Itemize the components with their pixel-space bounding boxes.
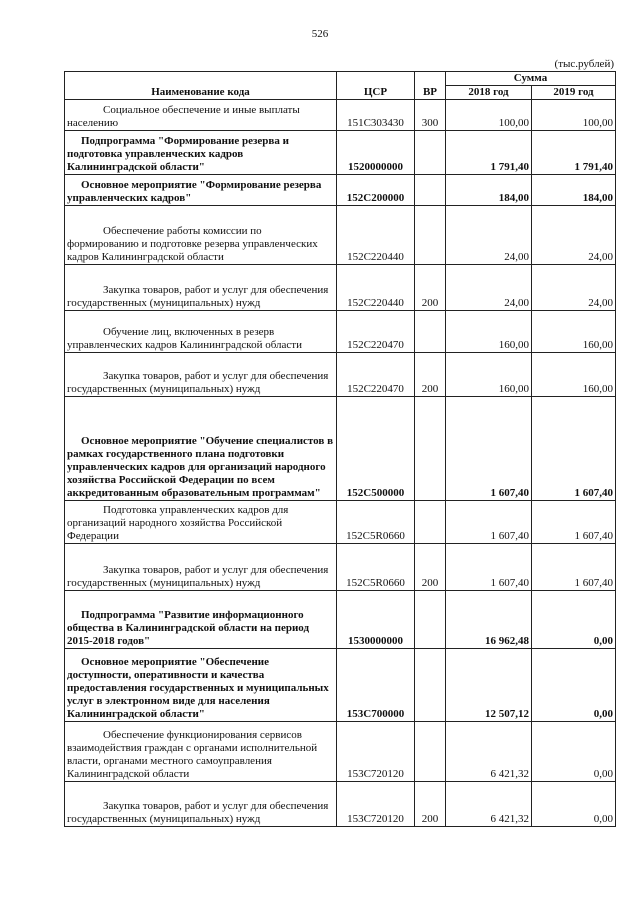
- table-row: [65, 265, 616, 311]
- budget-table: [64, 71, 616, 827]
- table-row: [65, 206, 616, 265]
- row-2019: 160,00: [532, 353, 616, 397]
- row-2019: 100,00: [532, 100, 616, 131]
- table-row: [65, 397, 616, 501]
- row-vr: 200: [415, 782, 446, 827]
- row-2018: 100,00: [446, 100, 532, 131]
- table-row: [65, 311, 616, 353]
- row-name: Подготовка управленческих кадров для организаций народного хозяйства Российской Федерации: [65, 501, 337, 544]
- row-name: Обеспечение работы комиссии по формированию и подготовке резерва управленческих кадров Калининградской области: [65, 206, 337, 265]
- page-number: 526: [311, 28, 329, 40]
- row-2018: 1 607,40: [446, 501, 532, 544]
- row-2019: 0,00: [532, 722, 616, 782]
- row-csr: 153С720120: [337, 722, 415, 782]
- table-row: [65, 175, 616, 206]
- row-2019: 160,00: [532, 311, 616, 353]
- row-name: Основное мероприятие "Обучение специалистов в рамках государственного плана подготовки управленческих кадров для организаций народного хозяйства Российской Федерации по всем аккредитованным образовательным программам": [65, 397, 337, 501]
- row-name: Подпрограмма "Формирование резерва и подготовка управленческих кадров Калининградской области": [65, 131, 337, 175]
- unit-note: (тыс.рублей): [554, 58, 614, 70]
- row-vr: 300: [415, 100, 446, 131]
- row-2018: 6 421,32: [446, 782, 532, 827]
- table-row: [65, 353, 616, 397]
- row-2019: 184,00: [532, 175, 616, 206]
- row-csr: 152С200000: [337, 175, 415, 206]
- row-csr: 152С500000: [337, 397, 415, 501]
- table-row: [65, 649, 616, 722]
- row-vr: [415, 649, 446, 722]
- row-2018: 1 607,40: [446, 397, 532, 501]
- table-row: [65, 591, 616, 649]
- row-2019: 1 607,40: [532, 501, 616, 544]
- row-vr: [415, 131, 446, 175]
- header-name: Наименование кода: [65, 72, 337, 100]
- row-csr: 152С220470: [337, 353, 415, 397]
- row-2018: 6 421,32: [446, 722, 532, 782]
- row-2019: 1 607,40: [532, 397, 616, 501]
- table-row: [65, 782, 616, 827]
- row-name: Обеспечение функционирования сервисов взаимодействия граждан с органами исполнительной власти, органами местного самоуправления Калининградской области: [65, 722, 337, 782]
- row-2018: 184,00: [446, 175, 532, 206]
- row-2019: 1 607,40: [532, 544, 616, 591]
- header-2018: 2018 год: [446, 86, 532, 100]
- row-vr: [415, 722, 446, 782]
- row-vr: [415, 311, 446, 353]
- row-2019: 24,00: [532, 206, 616, 265]
- row-name: Обучение лиц, включенных в резерв управленческих кадров Калининградской области: [65, 311, 337, 353]
- row-name: Социальное обеспечение и иные выплаты населению: [65, 100, 337, 131]
- row-name: Закупка товаров, работ и услуг для обеспечения государственных (муниципальных) нужд: [65, 353, 337, 397]
- row-csr: 152С220440: [337, 206, 415, 265]
- header-vr: ВР: [415, 72, 446, 100]
- row-csr: 152С5R0660: [337, 544, 415, 591]
- row-name: Закупка товаров, работ и услуг для обеспечения государственных (муниципальных) нужд: [65, 265, 337, 311]
- row-name: Закупка товаров, работ и услуг для обеспечения государственных (муниципальных) нужд: [65, 782, 337, 827]
- row-vr: [415, 206, 446, 265]
- row-name: Подпрограмма "Развитие информационного общества в Калининградской области на период 2015-2018 годов": [65, 591, 337, 649]
- row-2019: 0,00: [532, 591, 616, 649]
- row-2019: 1 791,40: [532, 131, 616, 175]
- row-2019: 0,00: [532, 649, 616, 722]
- row-csr: 1530000000: [337, 591, 415, 649]
- row-2018: 24,00: [446, 265, 532, 311]
- table-row: [65, 722, 616, 782]
- row-2018: 1 791,40: [446, 131, 532, 175]
- table-row: [65, 100, 616, 131]
- header-sum: Сумма: [446, 72, 616, 86]
- row-name: Основное мероприятие "Формирование резерва управленческих кадров": [65, 175, 337, 206]
- row-2018: 24,00: [446, 206, 532, 265]
- table-row: [65, 544, 616, 591]
- row-2018: 160,00: [446, 311, 532, 353]
- row-2018: 12 507,12: [446, 649, 532, 722]
- row-csr: 152С220470: [337, 311, 415, 353]
- row-vr: 200: [415, 265, 446, 311]
- table-row: [65, 131, 616, 175]
- row-vr: 200: [415, 353, 446, 397]
- row-name: Основное мероприятие "Обеспечение доступности, оперативности и качества предоставления государственных и муниципальных услуг в электронном виде для населения Калининградской области": [65, 649, 337, 722]
- row-2018: 1 607,40: [446, 544, 532, 591]
- row-vr: [415, 591, 446, 649]
- row-csr: 152С5R0660: [337, 501, 415, 544]
- row-2019: 24,00: [532, 265, 616, 311]
- row-csr: 151С303430: [337, 100, 415, 131]
- header-2019: 2019 год: [532, 86, 616, 100]
- row-2018: 16 962,48: [446, 591, 532, 649]
- row-vr: 200: [415, 544, 446, 591]
- row-csr: 1520000000: [337, 131, 415, 175]
- table-row: [65, 501, 616, 544]
- row-vr: [415, 175, 446, 206]
- row-2018: 160,00: [446, 353, 532, 397]
- row-csr: 152С220440: [337, 265, 415, 311]
- row-2019: 0,00: [532, 782, 616, 827]
- row-vr: [415, 397, 446, 501]
- row-vr: [415, 501, 446, 544]
- row-csr: 153С700000: [337, 649, 415, 722]
- row-name: Закупка товаров, работ и услуг для обеспечения государственных (муниципальных) нужд: [65, 544, 337, 591]
- row-csr: 153С720120: [337, 782, 415, 827]
- header-csr: ЦСР: [337, 72, 415, 100]
